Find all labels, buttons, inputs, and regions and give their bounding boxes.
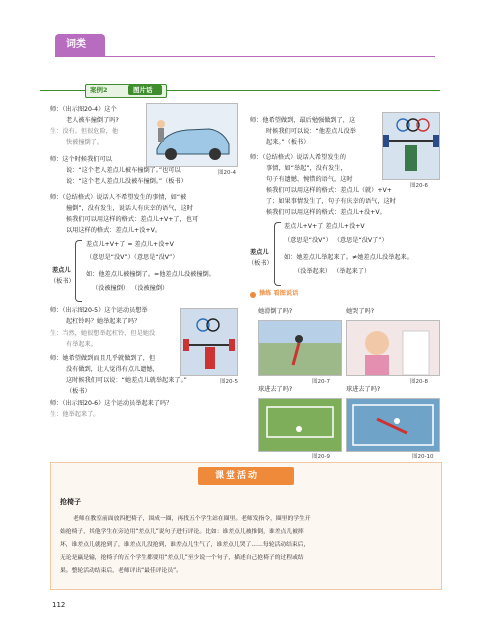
figure-skier xyxy=(258,320,342,376)
left-q5d: （板书） xyxy=(66,388,91,395)
skier-illustration xyxy=(259,321,341,375)
formula2-board: （板书） xyxy=(248,260,273,267)
formula1-board: （板书） xyxy=(50,278,75,285)
left-q5: 师：她希望做到而且几乎就做到了，但 xyxy=(50,355,156,362)
fig20-8-caption: 图20-8 xyxy=(410,379,428,385)
formula2-row3: 如：她差点儿举起来了。≠她差点儿没举起来。 xyxy=(284,254,413,261)
weightlifter-illustration xyxy=(181,309,237,375)
left-q5b: 没有做到，让人觉得有点儿遗憾， xyxy=(66,366,159,373)
fig20-4-caption: 图20-4 xyxy=(218,170,236,176)
figure-car-old-man xyxy=(146,103,238,167)
left-q4: 师：（出示图20-5）这个运动员想举 xyxy=(50,307,148,314)
weightlifter-man-illustration xyxy=(383,113,439,179)
section-tag-label: 词类 xyxy=(66,39,86,50)
practice-q4: 球进去了吗? xyxy=(346,386,381,393)
left-a1: 生：没有。但很危险，他 xyxy=(50,128,119,135)
activity-line4: 无论是赢是输，抢椅子的五个学生都要用“差点儿”至少说一个句子，描述自己抢椅子的过程或结 xyxy=(60,555,304,561)
right-r1b: 时候我们可以说：“他差点儿没举 xyxy=(266,128,356,135)
left-q1: 师：（出示图20-4）这个 xyxy=(50,106,117,113)
practice-q1: 她滑倒了吗? xyxy=(258,308,293,315)
left-q2: 师：这个时候我们可以 xyxy=(50,156,112,163)
fig20-9-caption: 图20-9 xyxy=(312,454,330,460)
left-q3d: 以用这样的格式：差点儿+没+V。 xyxy=(66,227,162,234)
left-q2c: 说：“这个老人差点儿没被车撞倒。”（板书） xyxy=(66,178,187,185)
activity-title: 课堂活动 xyxy=(215,471,260,481)
soccer-illustration xyxy=(259,399,341,451)
formula1-row2: （意思是“没V”）（意思是“没V”） xyxy=(86,254,179,261)
left-q5c: 这时候我们可以说：“她差点儿就举起来了。” xyxy=(66,377,187,384)
top-rule xyxy=(55,56,435,57)
activity-line3: 坏，谁差点儿就抢到了，谁差点儿没抢到，谁差点儿生气了，谁差点儿哭了……每轮活动结束后， xyxy=(60,542,310,548)
practice-q3: 球进去了吗? xyxy=(258,386,293,393)
page-number: 112 xyxy=(52,601,66,609)
figure-soccer-2 xyxy=(346,398,440,452)
left-a4b: 有举起来。 xyxy=(66,341,97,348)
figure-weightlifter-woman xyxy=(180,308,238,376)
practice-title: 操练 看图说话 xyxy=(259,290,299,297)
car-illustration xyxy=(147,104,237,166)
formula2-row4: （没举起来） （举起来了） xyxy=(294,268,371,275)
left-a6: 生：他举起来了。 xyxy=(50,411,100,418)
right-r2b: 事情，如“举起”，没有发生， xyxy=(266,165,347,172)
formula1-brace xyxy=(75,240,82,302)
left-q6: 师：（出示图20-6）这个运动员举起来了吗？ xyxy=(50,400,173,407)
goalkeeper-illustration xyxy=(347,399,439,451)
right-r2d: 候我们可以用这样的格式：差点儿（就）+V+ xyxy=(266,187,392,194)
right-r2e: 了；如果事情发生了，句子有庆幸的语气，这时 xyxy=(266,198,396,205)
activity-line5: 果。整轮活动结束后，老师评出“最佳评论员”。 xyxy=(60,568,182,574)
formula1-label: 差点儿 xyxy=(52,267,71,274)
practice-icon xyxy=(250,292,256,298)
formula1-row3: 如：他差点儿被撞倒了。=他差点儿没被撞倒。 xyxy=(86,271,215,278)
fig20-6-caption: 图20-6 xyxy=(410,183,428,189)
girl-doctor-illustration xyxy=(347,321,439,375)
left-q3c: 候我们可以用这样的格式：差点儿+V+了，也可 xyxy=(66,216,199,223)
figure-weightlifter-man xyxy=(382,112,440,180)
left-q2b: 说：“这个老人差点儿被车撞倒了。”也可以 xyxy=(66,167,181,174)
figure-girl-doctor xyxy=(346,320,440,376)
activity-line1: 老师在教室前面放四把椅子，围成一圈，再找五个学生站在圈里。老师发指令，圈里的学生开 xyxy=(73,516,311,522)
left-q3: 师：（总结格式）说话人不希望发生的事情，如“被 xyxy=(50,194,187,201)
left-q4b: 起杠铃吗？她举起来了吗？ xyxy=(66,318,141,325)
right-r1c: 起来。”（板书） xyxy=(266,139,310,146)
fig20-5-caption: 图20-5 xyxy=(220,379,238,385)
right-r2f: 候我们可以用这样的格式：差点儿+没+V。 xyxy=(266,209,386,216)
left-a1b: 快被撞倒了。 xyxy=(66,139,104,146)
formula2-row2: （意思是“没V”） （意思是“没V了”） xyxy=(284,237,388,244)
activity-subtitle: 抢椅子 xyxy=(60,498,81,506)
formula2-row1: 差点儿+V+了 差点儿+没+V xyxy=(284,223,365,230)
right-r2c: 句子有遗憾、惋惜的语气，这时 xyxy=(266,176,353,183)
case-title: 图片话 xyxy=(133,86,153,94)
formula2-brace xyxy=(274,222,281,286)
formula2-label: 差点儿 xyxy=(250,249,269,256)
left-a4: 生：当然，她很想举起杠铃，但是她没 xyxy=(50,330,156,337)
fig20-7-caption: 图20-7 xyxy=(312,379,330,385)
case-label: 案例2 xyxy=(90,86,108,94)
practice-q2: 她哭了吗? xyxy=(346,308,375,315)
right-r2: 师：（总结格式）说话人希望发生的 xyxy=(250,154,346,161)
figure-soccer-1 xyxy=(258,398,342,452)
right-r1: 师：他希望做到，最后勉强做到了，这 xyxy=(250,117,356,124)
formula1-row4: （没被撞倒） （没被撞倒） xyxy=(92,285,169,292)
fig20-10-caption: 图20-10 xyxy=(412,454,434,460)
left-q1b: 老人被车撞倒了吗? xyxy=(66,117,119,124)
activity-line2: 始抢椅子，其他学生在旁边用“差点儿”说句子进行评论。比如：谁差点儿被推倒，谁差点儿被摔 xyxy=(60,529,304,535)
left-q3b: 撞倒”，没有发生，说话人有庆幸的语气，这时 xyxy=(66,205,193,212)
formula1-row1: 差点儿+V+了 = 差点儿+没+V xyxy=(86,241,174,248)
